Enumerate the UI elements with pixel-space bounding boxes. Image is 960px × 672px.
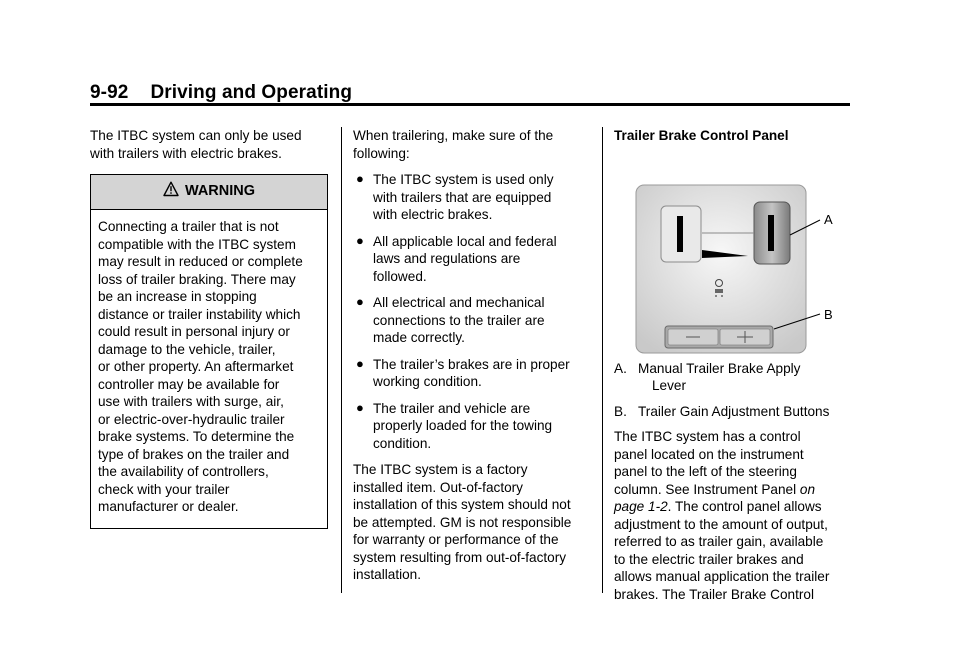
text-line: installation of this system should not xyxy=(353,497,571,512)
column-1 xyxy=(90,127,330,529)
warning-line: manufacturer or dealer. xyxy=(98,499,239,514)
text-line: The ITBC system is used only xyxy=(373,172,554,187)
text-line xyxy=(614,498,854,516)
warning-triangle-icon xyxy=(163,181,179,203)
bullet-dot-icon: ● xyxy=(356,232,364,248)
caption-key: B. xyxy=(614,403,627,419)
text-line: allows manual application the trailer xyxy=(614,569,830,584)
text-line: panel to the left of the steering xyxy=(614,464,797,479)
column-2 xyxy=(353,127,591,593)
trailer-brake-panel-illustration xyxy=(614,154,854,354)
text-line: The trailer’s brakes are in proper xyxy=(373,356,570,372)
callout-a: A xyxy=(824,211,833,227)
text-line: for warranty or performance of the xyxy=(353,532,559,547)
warning-line: or electric-over-hydraulic trailer xyxy=(98,411,285,427)
text-line: to the electric trailer brakes and xyxy=(614,551,804,567)
warning-header xyxy=(91,175,327,210)
text-line: When trailering, make sure of the xyxy=(353,128,554,143)
warning-line: compatible with the ITBC system xyxy=(98,236,296,252)
warning-line: loss of trailer braking. There may xyxy=(98,271,296,287)
text-line: installation. xyxy=(353,567,422,582)
warning-line: brake systems. To determine the xyxy=(98,429,295,444)
intro-paragraph xyxy=(90,127,330,162)
figure-caption xyxy=(614,360,854,395)
text-line: The ITBC system can only be used xyxy=(90,128,302,143)
list-item xyxy=(353,171,591,224)
text-line: condition. xyxy=(373,435,432,451)
warning-line: Connecting a trailer that is not xyxy=(98,219,279,234)
warning-line: distance or trailer instability which xyxy=(98,306,301,322)
warning-body xyxy=(91,210,327,528)
text-line: All applicable local and federal xyxy=(373,233,557,249)
text-line: The trailer and vehicle are xyxy=(373,400,531,416)
warning-line: may result in reduced or complete xyxy=(98,254,303,269)
section-title: Driving and Operating xyxy=(150,82,353,103)
text-line: be attempted. GM is not responsible xyxy=(353,514,572,530)
text-line: referred to as trailer gain, available xyxy=(614,534,824,549)
trailer-brake-panel-figure xyxy=(614,154,854,354)
warning-line: type of brakes on the trailer and xyxy=(98,446,290,462)
text-line: following: xyxy=(353,145,410,161)
page-header xyxy=(90,82,352,104)
warning-line: damage to the vehicle, trailer, xyxy=(98,341,276,357)
text-line: made correctly. xyxy=(373,330,465,345)
figure-title: Trailer Brake Control Panel xyxy=(614,128,789,143)
column-divider xyxy=(602,127,603,593)
warning-line: check with your trailer xyxy=(98,481,230,497)
header-rule xyxy=(90,103,850,106)
text-line: properly loaded for the towing xyxy=(373,418,553,433)
caption-line: Trailer Gain Adjustment Buttons xyxy=(638,403,830,419)
list-item xyxy=(353,400,591,453)
bullet-dot-icon: ● xyxy=(356,399,364,415)
caption-line: Manual Trailer Brake Apply xyxy=(638,360,801,376)
body-paragraph xyxy=(614,428,854,603)
text-line: system resulting from out-of-factory xyxy=(353,549,567,565)
page-reference: on xyxy=(799,481,816,497)
warning-line: could result in personal injury or xyxy=(98,324,290,339)
text-line: connections to the trailer are xyxy=(373,312,545,328)
text-line: All electrical and mechanical xyxy=(373,295,545,310)
warning-box xyxy=(90,174,328,529)
warning-line: be an increase in stopping xyxy=(98,289,257,304)
bullet-dot-icon: ● xyxy=(356,355,364,371)
caption-key: A. xyxy=(614,360,627,376)
text-run: . The control panel allows xyxy=(667,499,822,514)
text-line xyxy=(614,481,854,499)
text-run: column. See Instrument Panel xyxy=(614,481,800,497)
text-line: The ITBC system has a control xyxy=(614,429,801,444)
page-reference: page 1-2 xyxy=(614,499,668,514)
list-item xyxy=(353,294,591,347)
text-line: with electric brakes. xyxy=(373,207,493,222)
warning-line: the availability of controllers, xyxy=(98,464,269,479)
callout-b: B xyxy=(824,306,833,322)
text-line: installed item. Out-of-factory xyxy=(353,479,523,495)
column-divider xyxy=(341,127,342,593)
text-line: panel located on the instrument xyxy=(614,446,804,462)
text-line: adjustment to the amount of output, xyxy=(614,516,828,532)
bullet-dot-icon: ● xyxy=(356,294,364,309)
text-line: with trailers with electric brakes. xyxy=(90,145,282,161)
warning-line: controller may be available for xyxy=(98,376,280,392)
list-item xyxy=(353,356,591,391)
figure-caption xyxy=(614,403,854,421)
checklist xyxy=(353,171,591,452)
text-line: with trailers that are equipped xyxy=(373,189,552,205)
body-paragraph xyxy=(353,461,591,584)
intro-paragraph xyxy=(353,127,591,162)
bullet-dot-icon: ● xyxy=(356,171,364,186)
text-line: working condition. xyxy=(373,374,482,389)
page-number: 9-92 xyxy=(90,82,129,103)
caption-line: Lever xyxy=(652,378,687,393)
warning-title: WARNING xyxy=(184,183,256,200)
column-3 xyxy=(614,127,854,612)
warning-line: use with trailers with surge, air, xyxy=(98,394,284,409)
text-line: The ITBC system is a factory xyxy=(353,462,528,477)
text-line: followed. xyxy=(373,268,427,284)
list-item xyxy=(353,233,591,286)
text-line: brakes. The Trailer Brake Control xyxy=(614,586,814,602)
warning-line: or other property. An aftermarket xyxy=(98,359,294,374)
text-line: laws and regulations are xyxy=(373,251,521,266)
